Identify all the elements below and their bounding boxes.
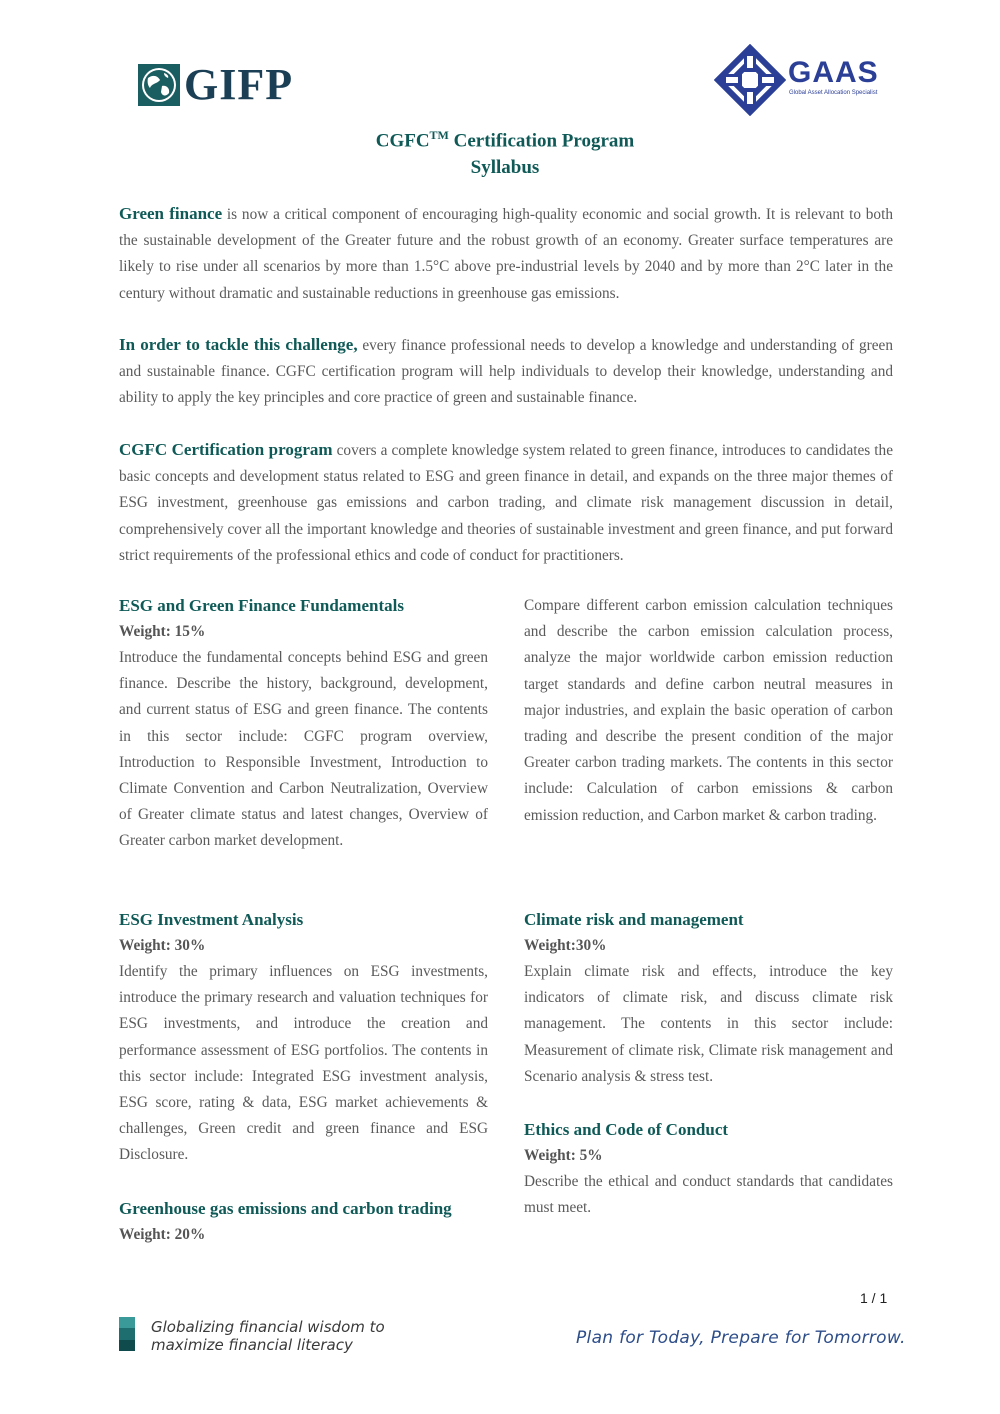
- section-weight: Weight: 15%: [119, 623, 206, 640]
- document-title: [0, 122, 1000, 181]
- intro-paragraph-program: [119, 437, 893, 569]
- section-weight: Weight:30%: [524, 937, 607, 954]
- gaas-logo-subtitle: Global Asset Allocation Specialist: [789, 90, 878, 96]
- paragraph-lead: CGFC Certification program: [119, 440, 333, 459]
- title-line-2: Syllabus: [470, 157, 540, 179]
- paragraph-lead: Green finance: [119, 204, 223, 223]
- section-weight: Weight: 5%: [524, 1147, 603, 1164]
- section-esg-investment: [119, 907, 488, 1169]
- title-line-1: [0, 122, 1000, 154]
- section-body: Explain climate risk and effects, introduce the key indicators of climate risk, and discuss climate risk management. The contents in this sector include: Measurement of climate risk, Climate risk management and Scenario analysis & stress test.: [524, 963, 893, 1085]
- section-title: ESG and Green Finance Fundamentals: [119, 596, 404, 615]
- intro-paragraph-challenge: [119, 332, 893, 412]
- paragraph-text: is now a critical component of encouraging high-quality economic and social growth. It is relevant to both the sustainable development of the Greater future and the robust growth of an economy. Greater surface temperatures are likely to rise under all scenarios by more than 1.5°C above pre-industrial levels by 2040 and by more than 2°C later in the century without dramatic and sustainable reductions in greenhouse gas emissions.: [119, 206, 893, 302]
- paragraph-text: every finance professional needs to develop a knowledge and understanding of green and sustainable finance. CGFC certification program will help individuals to develop their knowledge, understanding and ability to apply the key principles and core practice of green and sustainable finance.: [119, 337, 893, 407]
- paragraph-lead: In order to tackle this challenge,: [119, 335, 358, 354]
- title-suffix: Certification Program: [448, 130, 635, 152]
- section-weight: Weight: 20%: [119, 1226, 206, 1243]
- footer-color-bar-icon: [119, 1317, 135, 1351]
- section-ethics: [524, 1117, 893, 1221]
- gaas-emblem-icon: [714, 44, 786, 116]
- footer-slogan: Plan for Today, Prepare for Tomorrow.: [576, 1328, 906, 1348]
- globe-icon: [138, 64, 180, 106]
- gaas-logo-text: GAAS: [788, 56, 879, 89]
- gaas-logo: [714, 44, 894, 116]
- tagline-line-1: Globalizing financial wisdom to: [151, 1318, 385, 1336]
- section-body: Introduce the fundamental concepts behind ESG and green finance. Describe the history, background, development, and current status of ESG and green finance. The contents in this sector include: CGFC program overview, Introduction to Responsible Investment, Introduction to Climate Convention and Carbon Neutralization, Overview of Greater climate status and latest changes, Overview of Greater carbon market development.: [119, 649, 488, 850]
- section-ghg-heading: [119, 1196, 488, 1248]
- section-title: ESG Investment Analysis: [119, 910, 304, 929]
- title-prefix: CGFC: [375, 130, 430, 152]
- gifp-logo-text: GIFP: [184, 60, 294, 109]
- section-body: Compare different carbon emission calculation techniques and describe the carbon emission calculation process, analyze the major worldwide carbon emission reduction target standards and define carbon neutral measures in major industries, and explain the basic operation of carbon trading and describe the present condition of the major Greater carbon trading markets. The contents in this sector include: Calculation of carbon emissions & carbon emission reduction, and Carbon market & carbon trading.: [524, 597, 893, 824]
- section-ghg-body: [524, 593, 893, 829]
- intro-paragraph-green-finance: [119, 201, 893, 307]
- paragraph-text: covers a complete knowledge system related to green finance, introduces to candidates the basic concepts and development status related to ESG and green finance in detail, and expands on the three major themes of ESG investment, greenhouse gas emissions and carbon trading, and climate risk management discussion in detail, comprehensively cover all the important knowledge and theories of sustainable investment and green finance, and put forward strict requirements of the professional ethics and code of conduct for practitioners.: [119, 442, 893, 564]
- section-weight: Weight: 30%: [119, 937, 206, 954]
- title-trademark: TM: [429, 128, 449, 142]
- tagline-line-2: maximize financial literacy: [151, 1336, 353, 1354]
- footer-tagline: [151, 1318, 385, 1354]
- section-body: Identify the primary influences on ESG investments, introduce the primary research and valuation techniques for ESG investments, and introduce the creation and performance assessment of ESG portfolios. The contents in this sector include: Integrated ESG investment analysis, ESG score, rating & data, ESG market achievements & challenges, Green credit and green finance and ESG Disclosure.: [119, 963, 488, 1164]
- section-title: Ethics and Code of Conduct: [524, 1120, 729, 1139]
- page-number: 1 / 1: [860, 1290, 888, 1306]
- section-title: Greenhouse gas emissions and carbon trading: [119, 1199, 452, 1218]
- section-body: Describe the ethical and conduct standards that candidates must meet.: [524, 1173, 893, 1217]
- section-esg-fundamentals: [119, 593, 488, 855]
- section-title: Climate risk and management: [524, 910, 744, 929]
- section-climate-risk: [524, 907, 893, 1090]
- gifp-logo: [138, 62, 293, 108]
